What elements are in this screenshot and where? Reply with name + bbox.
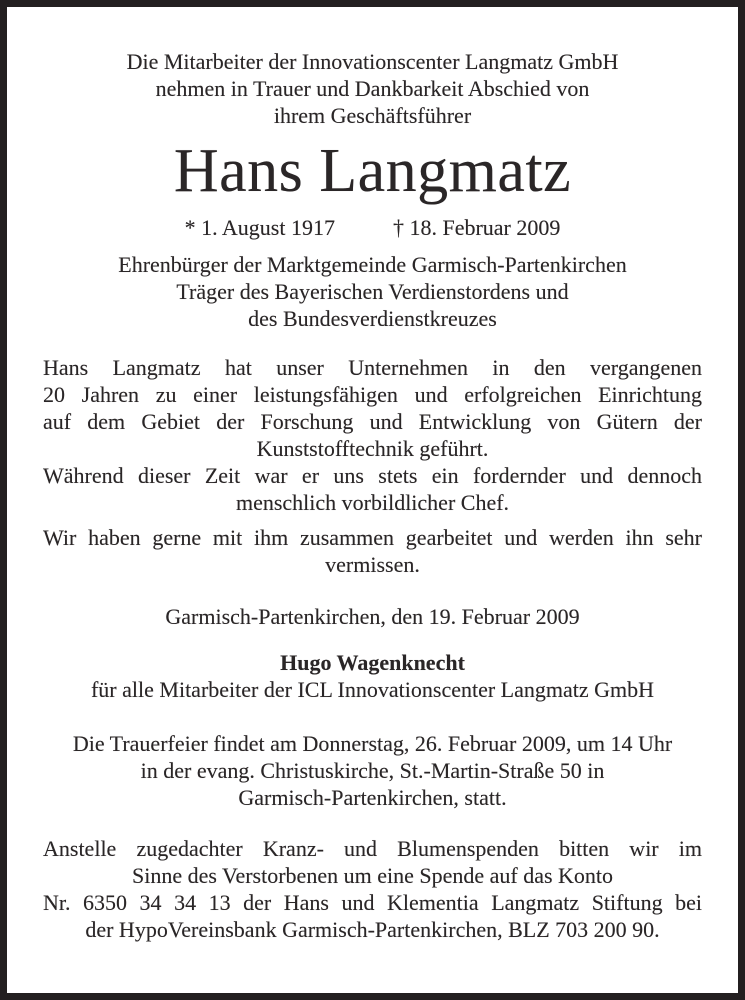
text-line: auf dem Gebiet der Forschung und Entwicklung von Gütern der: [43, 409, 702, 434]
text-line: Anstelle zugedachter Kranz- und Blumenspenden bitten wir im: [43, 836, 702, 861]
tribute-paragraph-3: [43, 524, 702, 578]
text-line: in der evang. Christuskirche, St.-Martin-Straße 50 in: [140, 758, 605, 783]
text-line: Wir haben gerne mit ihm zusammen gearbeitet und werden ihn sehr: [43, 525, 702, 550]
funeral-info: [43, 730, 702, 811]
closing-dateline: [43, 603, 702, 630]
tribute-paragraph-2: [43, 462, 702, 516]
text-line: Nr. 6350 34 34 13 der Hans und Klementia Langmatz Stiftung bei: [43, 890, 702, 915]
text-line: der HypoVereinsbank Garmisch-Partenkirchen, BLZ 703 200 90.: [85, 917, 660, 942]
text-line: Die Mitarbeiter der Innovationscenter Langmatz GmbH: [126, 49, 619, 74]
text-line: Die Trauerfeier findet am Donnerstag, 26. Februar 2009, um 14 Uhr: [72, 731, 673, 756]
text-line: 20 Jahren zu einer leistungsfähigen und erfolgreichen Einrichtung: [43, 382, 702, 407]
obituary-content: [43, 48, 702, 943]
birth-date: * 1. August 1917: [184, 215, 335, 240]
text-line: Hans Langmatz hat unser Unternehmen in den vergangenen: [43, 355, 702, 380]
text-line: des Bundesverdienstkreuzes: [248, 306, 497, 331]
text-line: Garmisch-Partenkirchen, den 19. Februar 2009: [165, 604, 580, 629]
text-line: Kunststofftechnik geführt.: [256, 436, 489, 461]
signature-name: Hugo Wagenknecht: [280, 650, 465, 675]
text-line: vermissen.: [325, 552, 420, 577]
donation-info: [43, 835, 702, 943]
text-line: Garmisch-Partenkirchen, statt.: [238, 785, 507, 810]
text-line: Träger des Bayerischen Verdienstordens und: [176, 279, 569, 304]
tribute-paragraph-1: [43, 354, 702, 462]
text-line: nehmen in Trauer und Dankbarkeit Abschied von: [155, 76, 590, 101]
signature-role: für alle Mitarbeiter der ICL Innovationscenter Langmatz GmbH: [90, 677, 655, 702]
signature-block: [43, 649, 702, 703]
text-line: Sinne des Verstorbenen um eine Spende auf das Konto: [131, 863, 614, 888]
honors-text: [43, 251, 702, 332]
text-line: menschlich vorbildlicher Chef.: [235, 490, 510, 515]
text-line: Während dieser Zeit war er uns stets ein fordernder und dennoch: [43, 463, 702, 488]
intro-text: [43, 48, 702, 129]
death-date: † 18. Februar 2009: [392, 215, 561, 240]
life-dates: [43, 214, 702, 241]
text-line: Ehrenbürger der Marktgemeinde Garmisch-Partenkirchen: [118, 252, 627, 277]
text-line: ihrem Geschäftsführer: [273, 103, 472, 128]
deceased-name: Hans Langmatz: [173, 137, 572, 205]
